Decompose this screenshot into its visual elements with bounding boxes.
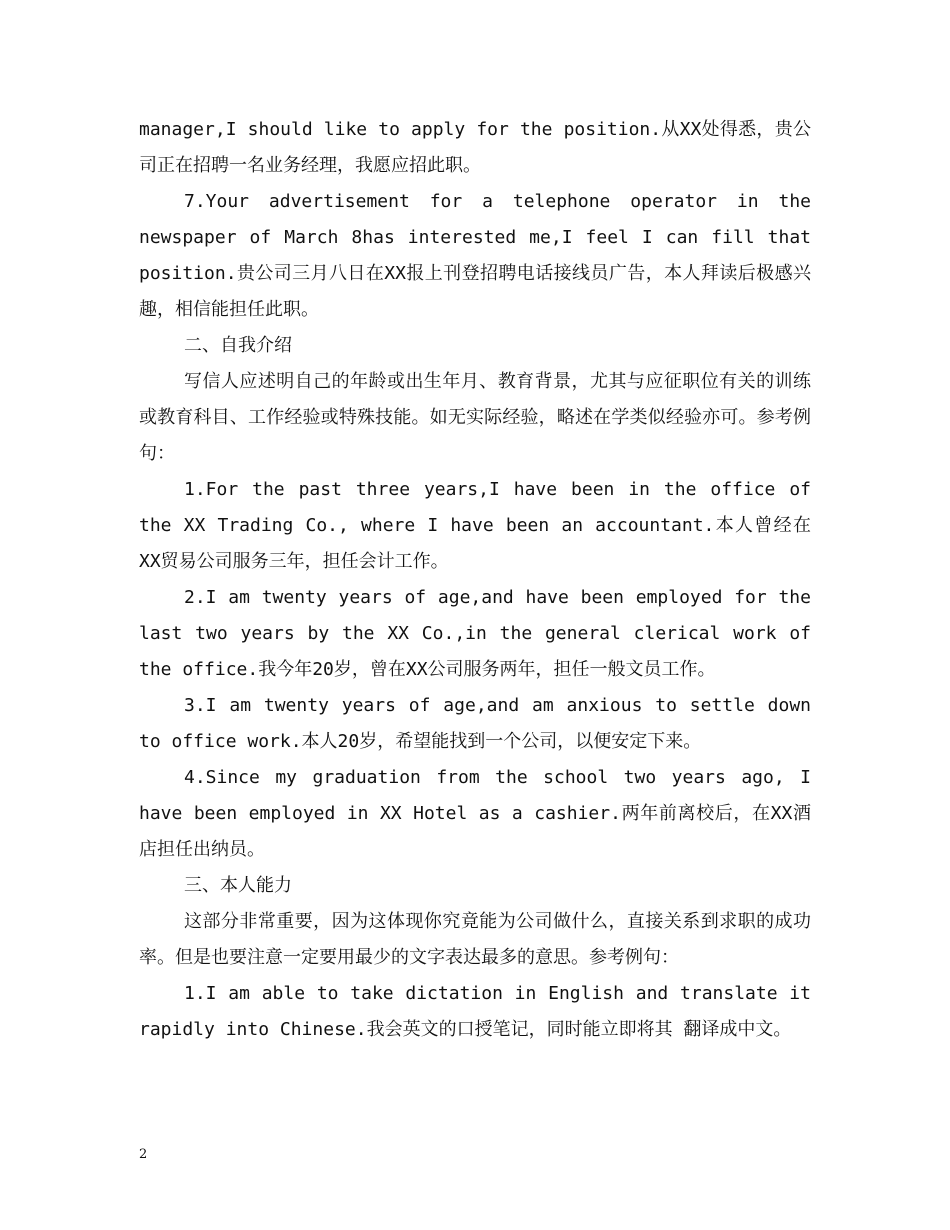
example-sentence-3: 3.I am twenty years of age,and am anxious to settle down to office work.本人20岁，希望能找到一个公司，以便安定下来。 bbox=[139, 695, 811, 752]
body-paragraph-ability: 这部分非常重要，因为这体现你究竟能为公司做什么，直接关系到求职的成功率。但是也要注意一定要用最少的文字表达最多的意思。参考例句： bbox=[139, 911, 811, 968]
document-page bbox=[139, 112, 811, 1048]
example-sentence-4: 4.Since my graduation from the school two years ago, I have been employed in XX Hotel as a cashier.两年前离校后，在XX酒店担任出纳员。 bbox=[139, 767, 811, 860]
section-heading-self-introduction: 二、自我介绍 bbox=[184, 335, 292, 356]
example-sentence-2: 2.I am twenty years of age,and have been employed for the last two years by the XX Co.,in the general clerical work of the office.我今年20岁，曾在XX公司服务两年，担任一般文员工作。 bbox=[139, 587, 811, 680]
page-number: 2 bbox=[139, 1147, 148, 1162]
example-sentence-ability-1: 1.I am able to take dictation in English and translate it rapidly into Chinese.我会英文的口授笔记，同时能立即将其 翻译成中文。 bbox=[139, 983, 811, 1040]
example-sentence-7: 7.Your advertisement for a telephone operator in the newspaper of March 8has interested me,I feel I can fill that position.贵公司三月八日在XX报上刊登招聘电话接线员广告，本人拜读后极感兴趣，相信能担任此职。 bbox=[139, 191, 811, 320]
example-sentence-1: 1.For the past three years,I have been in the office of the XX Trading Co., where I have been an accountant.本人曾经在XX贸易公司服务三年，担任会计工作。 bbox=[139, 479, 811, 572]
section-heading-ability: 三、本人能力 bbox=[184, 875, 292, 896]
paragraph-continued: manager,I should like to apply for the position.从XX处得悉，贵公司正在招聘一名业务经理，我愿应招此职。 bbox=[139, 119, 811, 176]
body-paragraph-self-introduction: 写信人应述明自己的年龄或出生年月、教育背景，尤其与应征职位有关的训练或教育科目、工作经验或特殊技能。如无实际经验，略述在学类似经验亦可。参考例句： bbox=[139, 371, 811, 464]
